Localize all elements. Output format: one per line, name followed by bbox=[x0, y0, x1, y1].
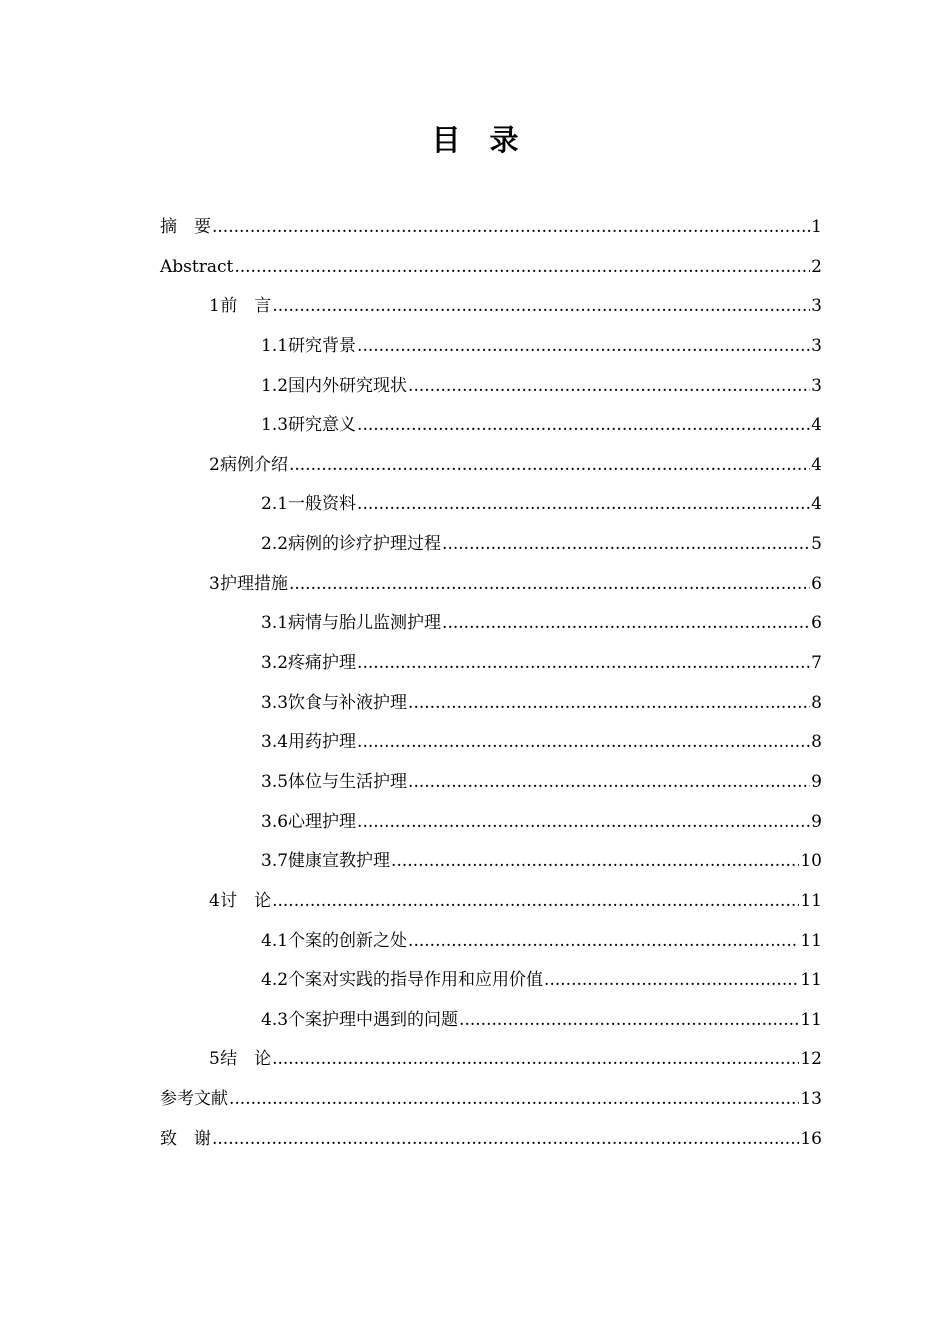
toc-entry[interactable] bbox=[160, 287, 822, 327]
toc-entry-label: 摘 要 bbox=[160, 217, 211, 237]
toc-entry-number: 1.3 bbox=[261, 415, 289, 436]
toc-entry[interactable] bbox=[160, 644, 822, 684]
toc-entry-page-number: 1 bbox=[811, 217, 822, 237]
toc-entry-label: 一般资料 bbox=[288, 494, 357, 515]
toc-entry[interactable] bbox=[160, 882, 822, 922]
toc-entry-label: Abstract bbox=[160, 256, 234, 277]
toc-entry[interactable] bbox=[160, 208, 822, 248]
toc-entry-number: 5 bbox=[209, 1049, 220, 1070]
toc-entry[interactable] bbox=[160, 1120, 822, 1160]
toc-entry[interactable] bbox=[160, 525, 822, 565]
toc-entry-page-number: 5 bbox=[811, 534, 822, 555]
toc-entry[interactable] bbox=[160, 367, 822, 407]
toc-entry-number: 4 bbox=[209, 890, 220, 911]
toc-entry[interactable] bbox=[160, 842, 822, 882]
toc-dot-leader bbox=[357, 485, 810, 525]
toc-entry[interactable] bbox=[160, 604, 822, 644]
toc-entry-page-number: 11 bbox=[800, 970, 822, 991]
toc-entry-page-number: 4 bbox=[811, 454, 822, 475]
toc-entry-number: 1.1 bbox=[261, 335, 289, 356]
toc-entry-page-number: 4 bbox=[811, 494, 822, 515]
toc-dot-leader bbox=[289, 565, 810, 605]
toc-entry-label: 国内外研究现状 bbox=[288, 375, 408, 396]
toc-entry[interactable] bbox=[160, 446, 822, 486]
toc-entry-label: 病例的诊疗护理过程 bbox=[288, 534, 442, 555]
toc-dot-leader bbox=[544, 961, 799, 1001]
toc-entry-page-number: 3 bbox=[811, 335, 822, 356]
toc-entry[interactable] bbox=[160, 723, 822, 763]
toc-entry-label: 病例介绍 bbox=[219, 454, 288, 475]
toc-entry[interactable] bbox=[160, 327, 822, 367]
toc-dot-leader bbox=[272, 882, 799, 922]
toc-entry-label: 心理护理 bbox=[288, 811, 357, 832]
toc-entry-number: 2.2 bbox=[261, 534, 289, 555]
toc-dot-leader bbox=[459, 1001, 799, 1041]
toc-entry-label: 讨 论 bbox=[220, 890, 272, 911]
toc-entry[interactable] bbox=[160, 485, 822, 525]
toc-entry-label: 用药护理 bbox=[288, 732, 357, 753]
toc-dot-leader bbox=[272, 287, 810, 327]
toc-entry-number: 2 bbox=[209, 454, 220, 475]
toc-entry-number: 3 bbox=[209, 573, 220, 594]
toc-entry-label: 健康宣教护理 bbox=[288, 851, 391, 872]
toc-entry-label: 病情与胎儿监测护理 bbox=[288, 613, 442, 634]
toc-entry-page-number: 16 bbox=[800, 1128, 822, 1149]
toc-dot-leader bbox=[357, 644, 810, 684]
toc-entry[interactable] bbox=[160, 406, 822, 446]
toc-entry[interactable] bbox=[160, 1001, 822, 1041]
toc-entry-page-number: 6 bbox=[811, 573, 822, 594]
table-of-contents bbox=[160, 208, 822, 1159]
toc-entry-page-number: 11 bbox=[800, 1009, 822, 1030]
toc-dot-leader bbox=[442, 604, 810, 644]
toc-entry-label: 饮食与补液护理 bbox=[288, 692, 408, 713]
toc-entry-number: 3.2 bbox=[261, 653, 289, 674]
toc-dot-leader bbox=[272, 1040, 799, 1080]
toc-entry[interactable] bbox=[160, 1080, 822, 1120]
toc-entry[interactable] bbox=[160, 565, 822, 605]
toc-entry-number: 3.6 bbox=[261, 811, 289, 832]
toc-entry-page-number: 6 bbox=[811, 613, 822, 634]
toc-dot-leader bbox=[408, 922, 799, 962]
toc-entry-number: 4.1 bbox=[261, 930, 289, 951]
toc-entry-number: 4.3 bbox=[261, 1009, 289, 1030]
toc-dot-leader bbox=[212, 1120, 799, 1160]
toc-entry-number: 4.2 bbox=[261, 970, 289, 991]
toc-entry-page-number: 7 bbox=[811, 653, 822, 674]
toc-entry[interactable] bbox=[160, 1040, 822, 1080]
toc-dot-leader bbox=[357, 327, 810, 367]
toc-entry-page-number: 10 bbox=[800, 851, 822, 872]
toc-dot-leader bbox=[408, 684, 810, 724]
toc-entry-page-number: 11 bbox=[800, 890, 822, 911]
toc-entry-page-number: 8 bbox=[811, 692, 822, 713]
toc-title: 目 录 bbox=[431, 123, 519, 157]
toc-entry[interactable] bbox=[160, 763, 822, 803]
toc-entry[interactable] bbox=[160, 922, 822, 962]
toc-dot-leader bbox=[289, 446, 810, 486]
toc-entry[interactable] bbox=[160, 248, 822, 288]
toc-entry-page-number: 11 bbox=[800, 930, 822, 951]
toc-entry-number: 2.1 bbox=[261, 494, 289, 515]
toc-entry-page-number: 3 bbox=[811, 375, 822, 396]
toc-entry-label: 致 谢 bbox=[160, 1128, 211, 1149]
toc-entry-page-number: 9 bbox=[811, 771, 822, 792]
toc-entry[interactable] bbox=[160, 803, 822, 843]
toc-entry-page-number: 3 bbox=[811, 296, 822, 317]
toc-dot-leader bbox=[212, 208, 810, 248]
toc-dot-leader bbox=[408, 763, 810, 803]
toc-entry-label: 参考文献 bbox=[160, 1089, 228, 1110]
toc-dot-leader bbox=[408, 367, 810, 407]
toc-entry-number: 1 bbox=[209, 296, 220, 317]
toc-entry-page-number: 12 bbox=[800, 1049, 822, 1070]
toc-dot-leader bbox=[391, 842, 799, 882]
toc-entry-label: 体位与生活护理 bbox=[288, 771, 408, 792]
toc-dot-leader bbox=[229, 1080, 799, 1120]
toc-entry-number: 3.3 bbox=[261, 692, 289, 713]
toc-dot-leader bbox=[234, 248, 810, 288]
toc-entry-page-number: 2 bbox=[811, 256, 822, 277]
toc-dot-leader bbox=[442, 525, 810, 565]
toc-entry-label: 护理措施 bbox=[219, 573, 288, 594]
toc-entry[interactable] bbox=[160, 961, 822, 1001]
toc-entry-label: 研究意义 bbox=[288, 415, 357, 436]
toc-entry-label: 个案护理中遇到的问题 bbox=[288, 1009, 459, 1030]
toc-entry-label: 个案对实践的指导作用和应用价值 bbox=[288, 970, 544, 991]
toc-dot-leader bbox=[357, 406, 810, 446]
toc-entry[interactable] bbox=[160, 684, 822, 724]
toc-entry-page-number: 8 bbox=[811, 732, 822, 753]
toc-entry-label: 研究背景 bbox=[288, 335, 357, 356]
toc-entry-label: 疼痛护理 bbox=[288, 653, 357, 674]
toc-entry-number: 3.1 bbox=[261, 613, 289, 634]
toc-entry-page-number: 13 bbox=[800, 1089, 822, 1110]
toc-dot-leader bbox=[357, 723, 810, 763]
toc-dot-leader bbox=[357, 803, 810, 843]
toc-entry-number: 3.5 bbox=[261, 771, 289, 792]
toc-entry-number: 1.2 bbox=[261, 375, 289, 396]
toc-entry-page-number: 4 bbox=[811, 415, 822, 436]
toc-entry-label: 结 论 bbox=[220, 1049, 272, 1070]
toc-entry-page-number: 9 bbox=[811, 811, 822, 832]
toc-entry-label: 前 言 bbox=[220, 296, 272, 317]
toc-entry-number: 3.7 bbox=[261, 851, 289, 872]
toc-entry-label: 个案的创新之处 bbox=[288, 930, 408, 951]
toc-entry-number: 3.4 bbox=[261, 732, 289, 753]
